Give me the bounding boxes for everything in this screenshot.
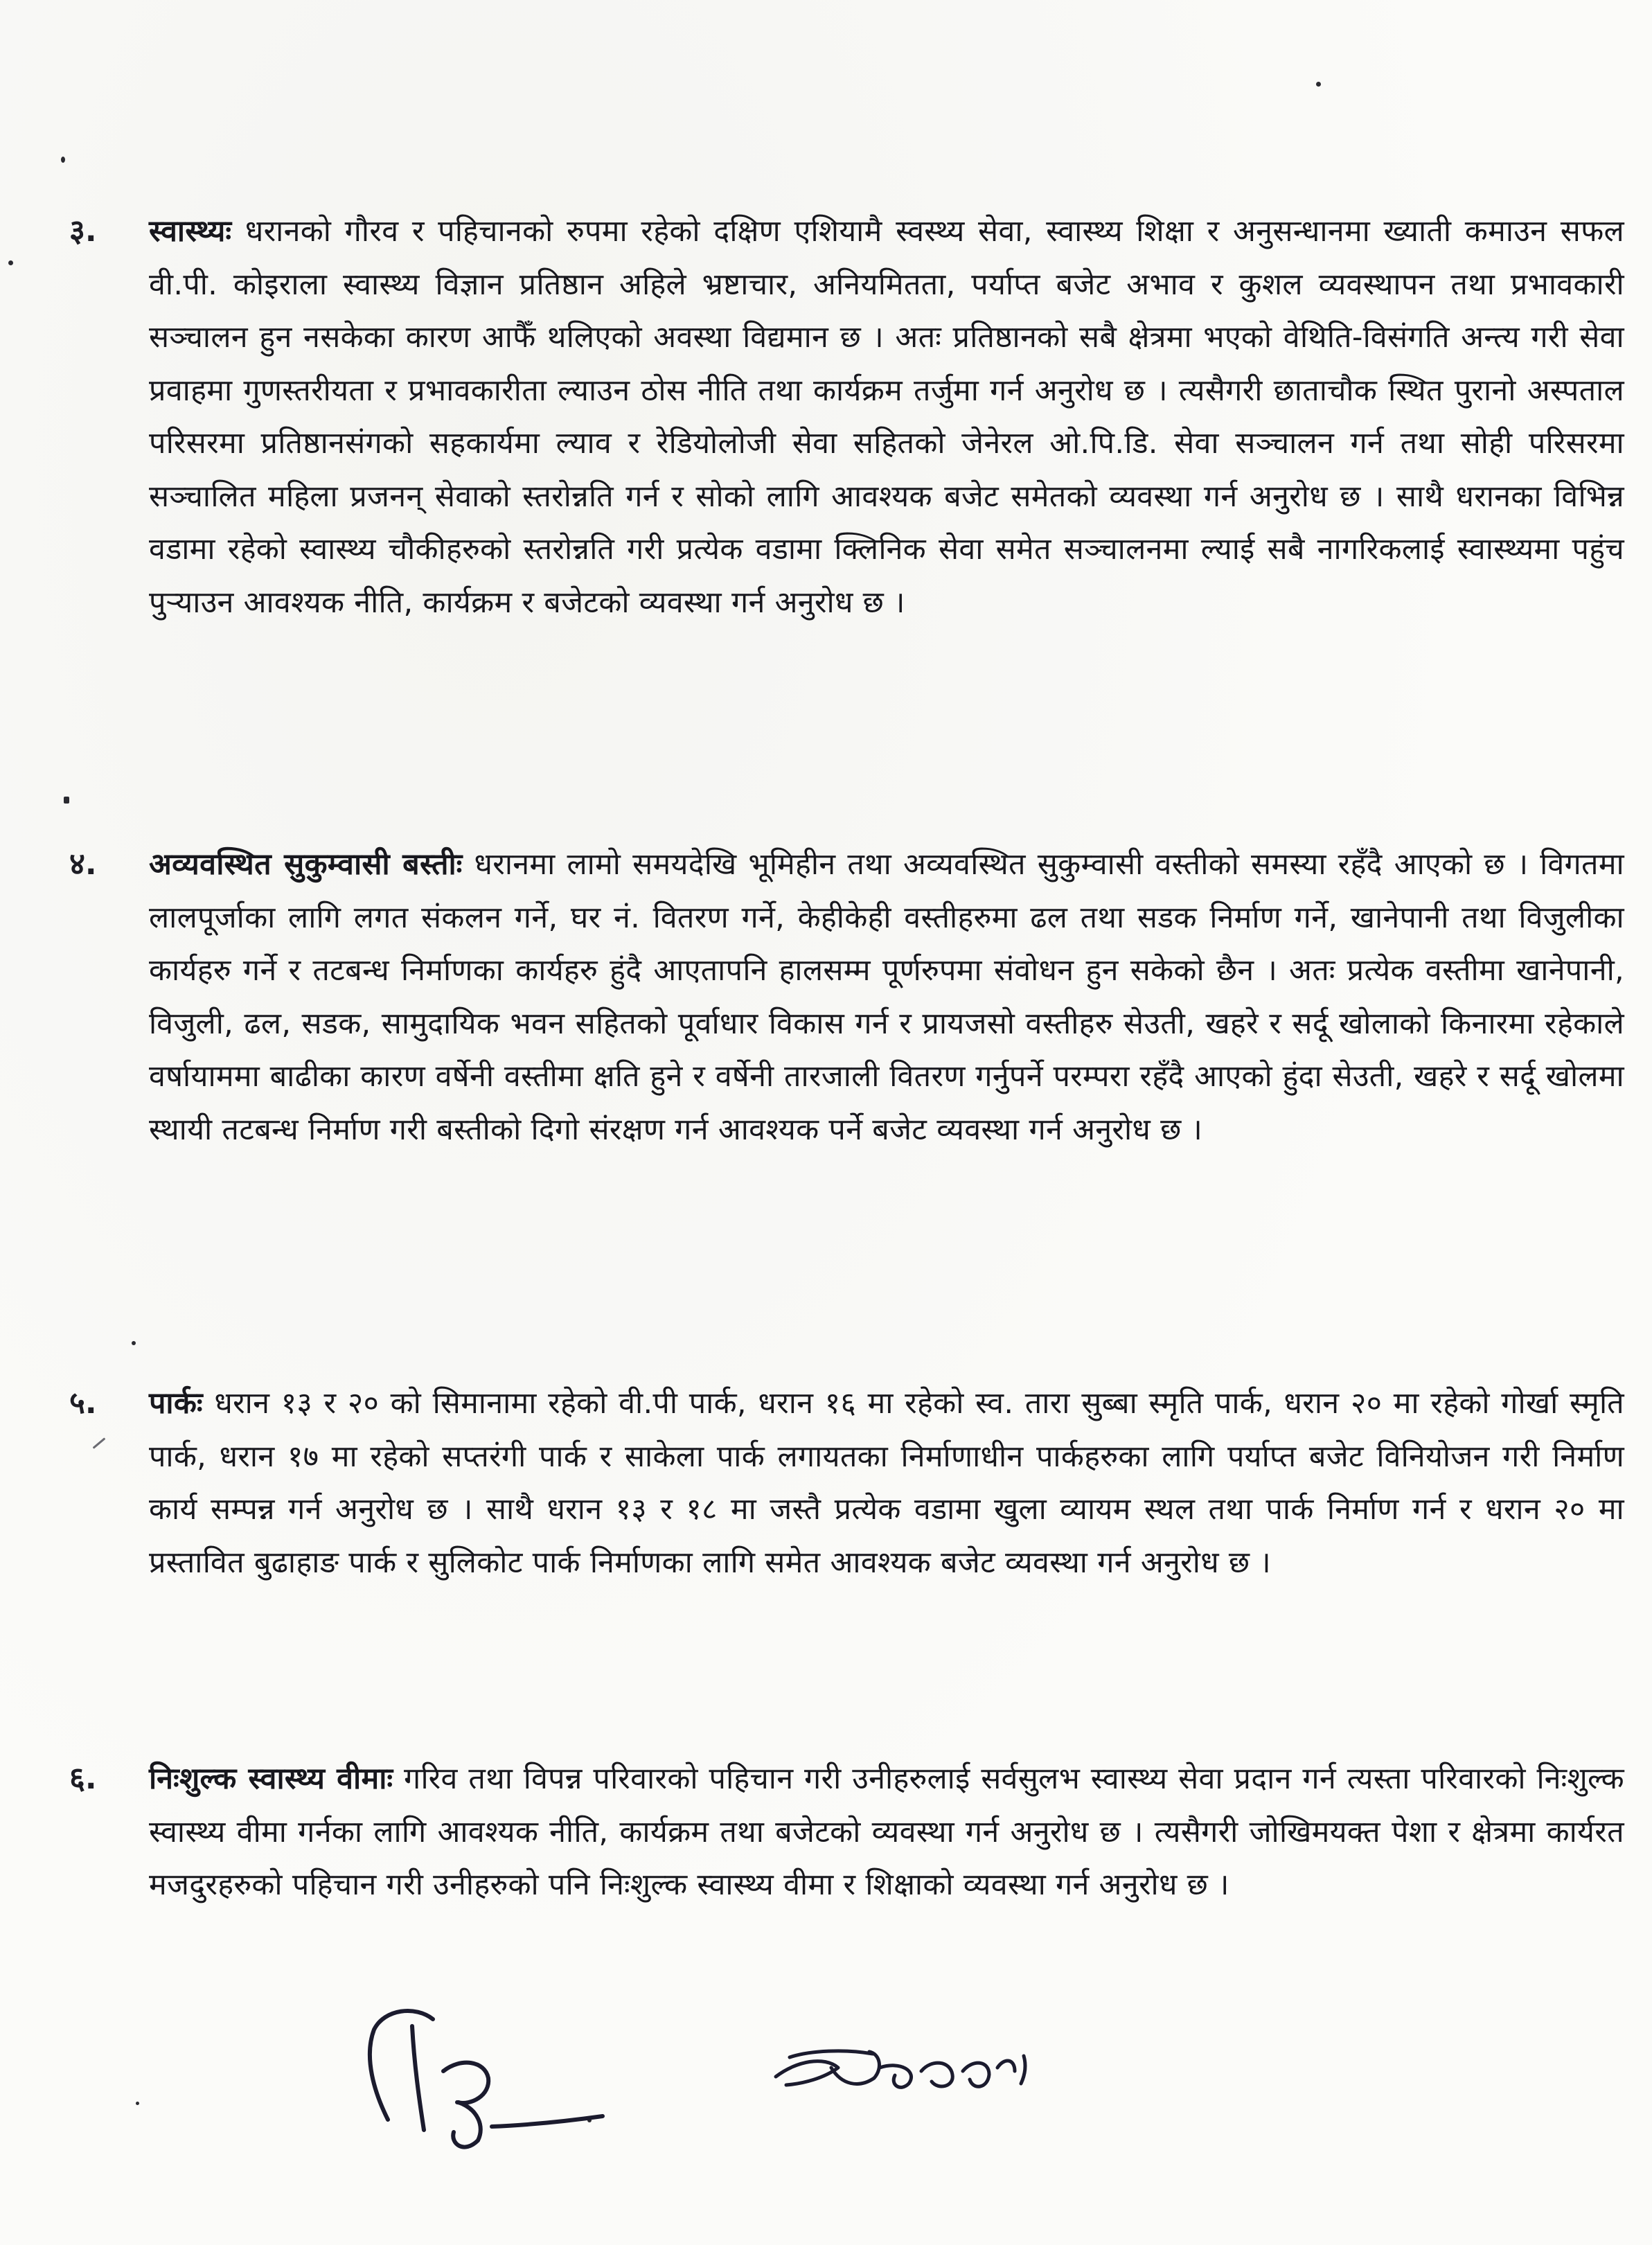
section-number: ४. <box>69 846 97 882</box>
signature-right <box>776 2051 1025 2087</box>
section-number: ६. <box>69 1761 97 1796</box>
section-body: धरान १३ र २० को सिमानामा रहेको वी.पी पार्क, धरान १६ मा रहेको स्व. तारा सुब्बा स्मृति पार्क, धरान २० मा रहेको गोर्खा स्मृति पार्क, धरान १७ मा रहेको सप्तरंगी पार्क र साकेला पार्क लगायतका निर्माणाधीन पार्कहरुका लागि पर्याप्त बजेट विनियोजन गरी निर्माण कार्य सम्पन्न गर्न अनुरोध छ । साथै धरान १३ र १८ मा जस्तै प्रत्येक वडामा खुला व्यायम स्थल तथा पार्क निर्माण गर्न र धरान २० मा प्रस्तावित बुढाहाङ पार्क र सुलिकोट पार्क निर्माणका लागि समेत आवश्यक बजेट व्यवस्था गर्न अनुरोध छ । <box>149 1386 1624 1580</box>
section-body: धरानमा लामो समयदेखि भूमिहीन तथा अव्यवस्थित सुकुम्वासी वस्तीको समस्या रहँदै आएको छ । विगतमा लालपूर्जाका लागि लगत संकलन गर्ने, घर नं. वितरण गर्ने, केहीकेही वस्तीहरुमा ढल तथा सडक निर्माण गर्ने, खानेपानी तथा विजुलीका कार्यहरु गर्ने र तटबन्ध निर्माणका कार्यहरु हुंदै आएतापनि हालसम्म पूर्णरुपमा संवोधन हुन सकेको छैन । अतः प्रत्येक वस्तीमा खानेपानी, विजुली, ढल, सडक, सामुदायिक भवन सहितको पूर्वाधार विकास गर्न र प्रायजसो वस्तीहरु सेउती, खहरे र सर्दू खोलाको किनारमा रहेकाले वर्षायाममा बाढीका कारण वर्षेनी वस्तीमा क्षति हुने र वर्षेनी तारजाली वितरण गर्नुपर्ने परम्परा रहँदै आएको हुंदा सेउती, खहरे र सर्दू खोलमा स्थायी तटबन्ध निर्माण गरी बस्तीको दिगो संरक्षण गर्न आवश्यक पर्ने बजेट व्यवस्था गर्न अनुरोध छ । <box>149 847 1624 1147</box>
section-body: गरिव तथा विपन्न परिवारको पहिचान गरी उनीहरुलाई सर्वसुलभ स्वास्थ्य सेवा प्रदान गर्न त्यस्ता परिवारको निःशुल्क स्वास्थ्य वीमा गर्नका लागि आवश्यक नीति, कार्यक्रम तथा बजेटको व्यवस्था गर्न अनुरोध छ । त्यसैगरी जोखिमयक्त पेशा र क्षेत्रमा कार्यरत मजदुरहरुको पहिचान गरी उनीहरुको पनि निःशुल्क स्वास्थ्य वीमा र शिक्षाको व्यवस्था गर्न अनुरोध छ । <box>149 1762 1624 1902</box>
section-number: ३. <box>69 213 97 249</box>
signature-left <box>370 2011 603 2147</box>
section-heading: स्वास्थ्यः <box>149 214 232 249</box>
section-heading: अव्यवस्थित सुकुम्वासी बस्तीः <box>149 847 463 882</box>
section-number: ५. <box>69 1385 97 1421</box>
section-body: धरानको गौरव र पहिचानको रुपमा रहेको दक्षिण एशियामै स्वस्थ्य सेवा, स्वास्थ्य शिक्षा र अनुसन्धानमा ख्याती कमाउन सफल वी.पी. कोइराला स्वास्थ्य विज्ञान प्रतिष्ठान अहिले भ्रष्टाचार, अनियमितता, पर्याप्त बजेट अभाव र कुशल व्यवस्थापन तथा प्रभावकारी सञ्चालन हुन नसकेका कारण आफैँ थलिएको अवस्था विद्यमान छ । अतः प्रतिष्ठानको सबै क्षेत्रमा भएको वेथिति-विसंगति अन्त्य गरी सेवा प्रवाहमा गुणस्तरीयता र प्रभावकारीता ल्याउन ठोस नीति तथा कार्यक्रम तर्जुमा गर्न अनुरोध छ । त्यसैगरी छाताचौक स्थित पुरानो अस्पताल परिसरमा प्रतिष्ठानसंगको सहकार्यमा ल्याव र रेडियोलोजी सेवा सहितको जेनेरल ओ.पि.डि. सेवा सञ्चालन गर्न तथा सोही परिसरमा सञ्चालित महिला प्रजनन् सेवाको स्तरोन्नति गर्न र सोको लागि आवश्यक बजेट समेतको व्यवस्था गर्न अनुरोध छ । साथै धरानका विभिन्न वडामा रहेको स्वास्थ्य चौकीहरुको स्तरोन्नति गरी प्रत्येक वडामा क्लिनिक सेवा समेत सञ्चालनमा ल्याई सबै नागरिकलाई स्वास्थ्यमा पहुंच पुर्‍याउन आवश्यक नीति, कार्यक्रम र बजेटको व्यवस्था गर्न अनुरोध छ । <box>149 214 1624 620</box>
section-heading: पार्कः <box>149 1386 203 1421</box>
section-heading: निःशुल्क स्वास्थ्य वीमाः <box>149 1762 393 1796</box>
